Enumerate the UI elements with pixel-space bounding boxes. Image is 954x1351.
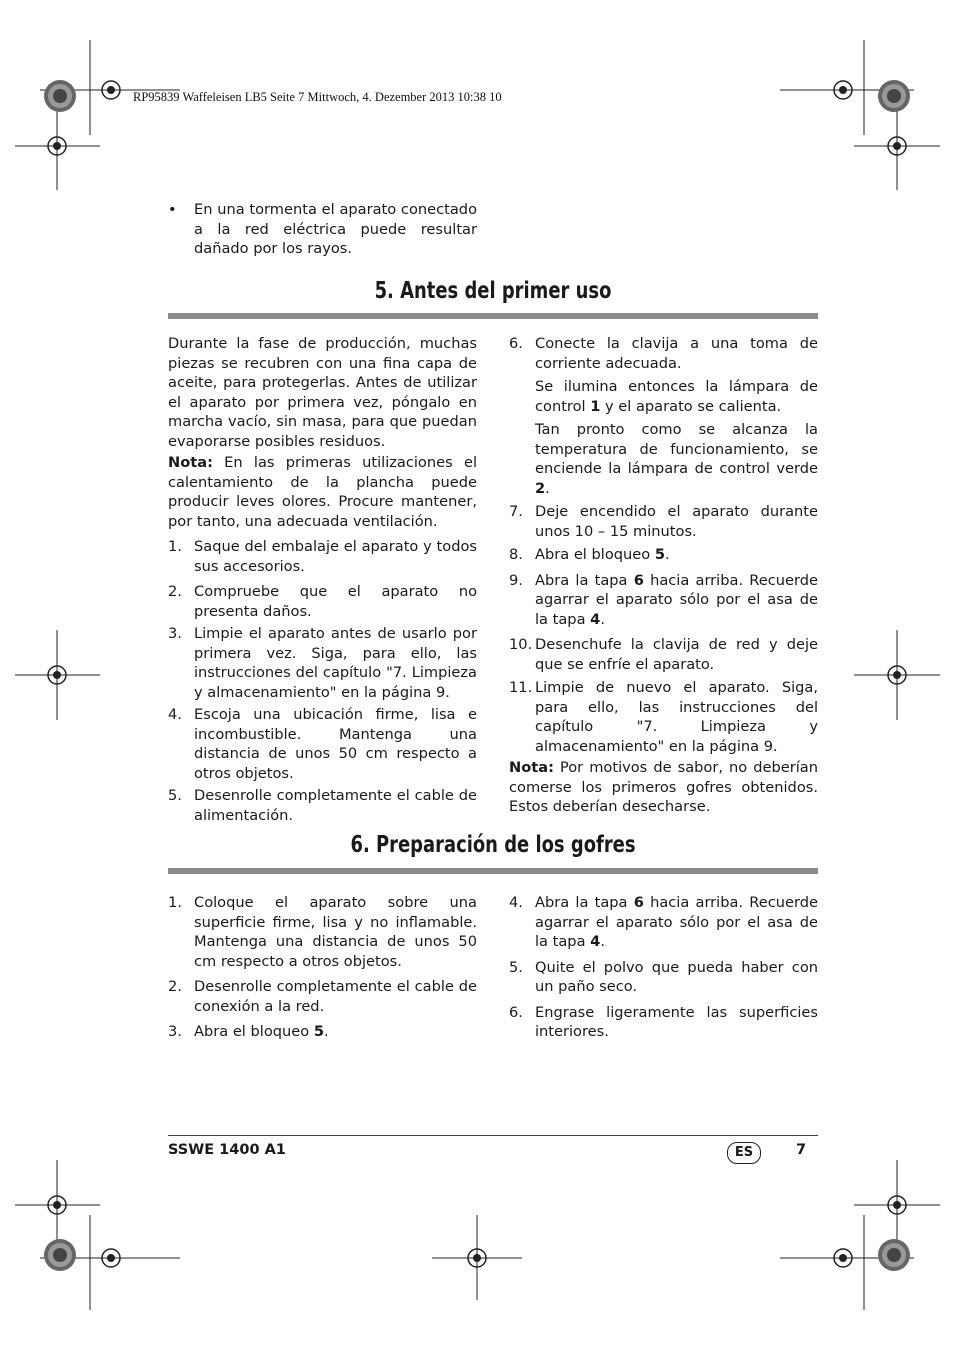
list-item: 6. Engrase ligeramente las superficies interiores. bbox=[509, 1003, 818, 1040]
list-item: 1. Saque del embalaje el aparato y todos sus accesorios. bbox=[168, 538, 477, 575]
section-6-right-column bbox=[509, 893, 818, 1042]
list-item: 4. Abra la tapa 6 hacia arriba. Recuerde agarrar el aparato sólo por el asa de la tapa 4. bbox=[509, 894, 818, 950]
intro-bullet bbox=[168, 200, 477, 259]
list-item: 7. Deje encendido el aparato durante unos 10 – 15 minutos. bbox=[509, 503, 818, 540]
list-item: 5. Quite el polvo que pueda haber con un paño seco. bbox=[509, 958, 818, 995]
section-6-rule bbox=[168, 868, 818, 874]
footer-rule bbox=[168, 1135, 818, 1136]
list-item: 2. Compruebe que el aparato no presenta daños. bbox=[168, 583, 477, 620]
print-slug: RP95839 Waffeleisen LB5 Seite 7 Mittwoch, 4. Dezember 2013 10:38 10 bbox=[133, 90, 502, 104]
model-number: SSWE 1400 A1 bbox=[168, 1142, 286, 1158]
note-text: Por motivos de sabor, no deberían comerse los primeros gofres obtenidos. Estos deberían desecharse. bbox=[509, 759, 818, 815]
section-5-right-column bbox=[509, 334, 818, 817]
list-item: 8. Abra el bloqueo 5. bbox=[509, 546, 670, 563]
language-badge: ES bbox=[727, 1142, 761, 1164]
section-5-left-column bbox=[168, 334, 477, 825]
list-item: 6. Conecte la clavija a una toma de corriente adecuada. Se ilumina entonces la lámpara de control 1 y el aparato se calienta. Tan pronto como se alcanza la temperatura de funcionamiento, se enciende la lámpara de control verde 2. bbox=[509, 335, 818, 497]
list-item: 11. Limpie de nuevo el aparato. Siga, para ello, las instrucciones del capítulo "7. Limpieza y almacenamiento" en la página 9. bbox=[509, 679, 818, 755]
bullet-marker: • bbox=[168, 201, 177, 218]
list-item: 10. Desenchufe la clavija de red y deje que se enfríe el aparato. bbox=[509, 636, 818, 673]
list-item: 3. Limpie el aparato antes de usarlo por primera vez. Siga, para ello, las instrucciones del capítulo "7. Limpieza y almacenamiento" en la página 9. bbox=[168, 625, 477, 701]
section-6-left-column bbox=[168, 893, 477, 1042]
note-label: Nota: bbox=[168, 454, 213, 471]
section-5-heading: 5. Antes del primer uso bbox=[374, 278, 612, 304]
section-5-rule bbox=[168, 313, 818, 319]
note-paragraph bbox=[509, 758, 818, 817]
note-paragraph bbox=[168, 453, 477, 531]
list-item: 5. Desenrolle completamente el cable de alimentación. bbox=[168, 787, 477, 824]
list-item: 9. Abra la tapa 6 hacia arriba. Recuerde agarrar el aparato sólo por el asa de la tapa 4. bbox=[509, 571, 818, 628]
list-item: 4. Escoja una ubicación firme, lisa e incombustible. Mantenga una distancia de unos 50 cm respecto a otros objetos. bbox=[168, 706, 477, 782]
list-item: 3. Abra el bloqueo 5. bbox=[168, 1023, 329, 1040]
page-number: 7 bbox=[796, 1142, 807, 1158]
bullet-text: En una tormenta el aparato conectado a la red eléctrica puede resultar dañado por los rayos. bbox=[194, 201, 477, 257]
note-text: En las primeras utilizaciones el calentamiento de la plancha puede producir leves olores. Procure mantener, por tanto, una adecuada ventilación. bbox=[168, 454, 477, 530]
section-6-heading: 6. Preparación de los gofres bbox=[350, 832, 636, 858]
list-item: 2. Desenrolle completamente el cable de conexión a la red. bbox=[168, 978, 477, 1015]
note-label: Nota: bbox=[509, 759, 554, 776]
intro-paragraph: Durante la fase de producción, muchas piezas se recubren con una fina capa de aceite, para protegerlas. Antes de utilizar el aparato por primera vez, póngalo en marcha vacío, sin masa, para que puedan evaporarse posibles residuos. bbox=[168, 335, 477, 450]
list-item: 1. Coloque el aparato sobre una superficie firme, lisa y no inflamable. Mantenga una distancia de unos 50 cm respecto a otros objetos. bbox=[168, 894, 477, 970]
